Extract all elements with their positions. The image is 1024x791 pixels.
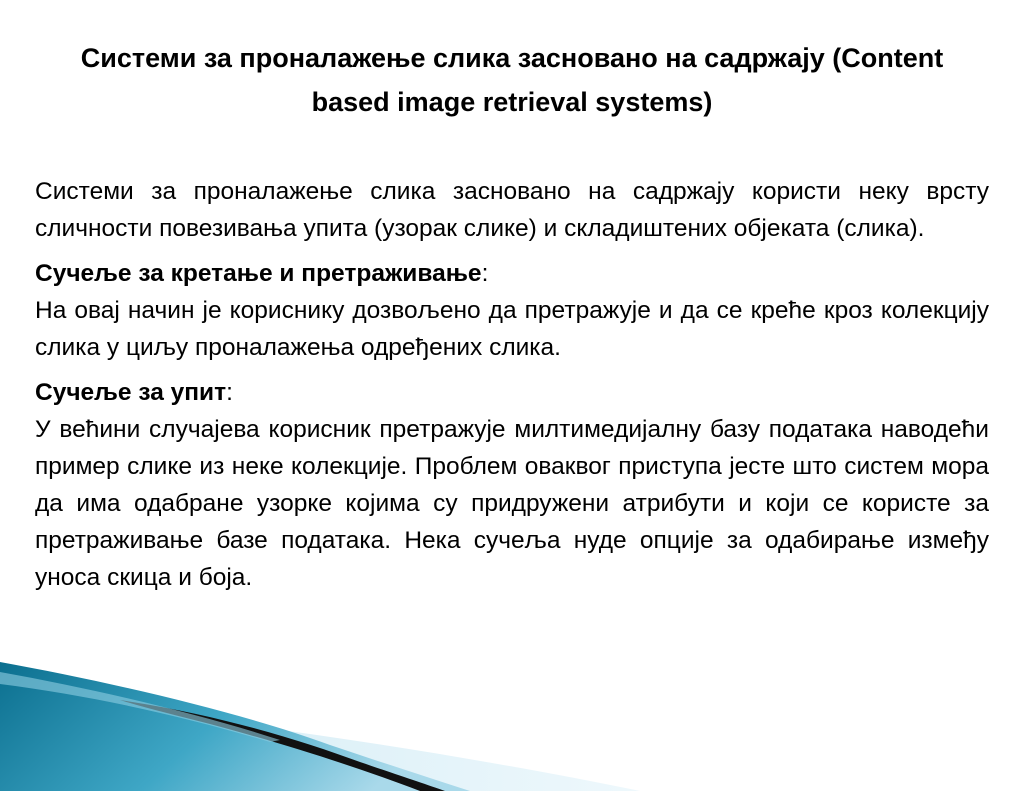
section-heading: Сучеље за упит — [35, 379, 227, 406]
slide-body — [35, 173, 989, 596]
section-query-heading — [35, 374, 989, 411]
intro-paragraph: Системи за проналажење слика засновано на садржају користи неку врсту сличности повезивања упита (узорак слике) и складиштених објеката (слика). — [35, 178, 989, 242]
section-navigation-text: На овај начин је кориснику дозвољено да претражује и да се креће кроз колекцију слика у циљу проналажења одређених слика. — [35, 297, 989, 361]
section-navigation-heading — [35, 255, 989, 292]
slide-title: Системи за проналажење слика засновано на садржају (Content based image retrieval systems) — [80, 43, 944, 117]
section-heading: Сучеље за кретање и претраживање — [35, 260, 482, 287]
heading-colon: : — [481, 260, 489, 287]
heading-colon: : — [226, 379, 233, 406]
section-query-text: У већини случајева корисник претражује милтимедијалну базу података наводећи пример слике из неке колекције. Проблем оваквог приступа јесте што систем мора да има одабране узорке којима су придружени атрибути и који се користе за претраживање базе података. Нека сучеља нуде опције за одабирање између уноса скица и боја. — [35, 416, 989, 591]
